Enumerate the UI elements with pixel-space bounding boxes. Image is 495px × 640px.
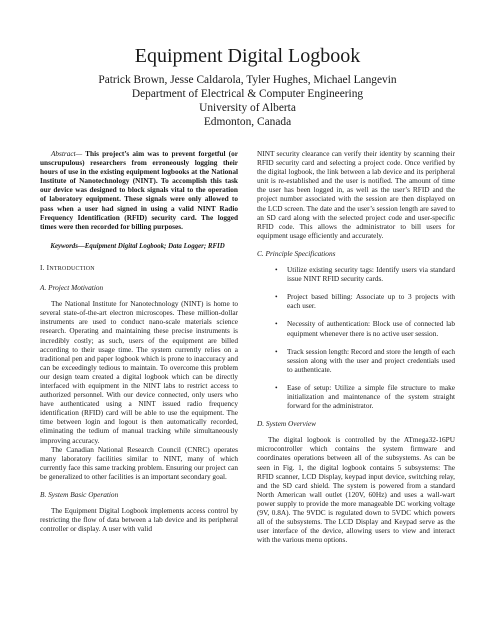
subsection-title-specifications: C. Principle Specifications [257, 248, 336, 258]
list-item-text: Necessity of authentication: Block use of connected lab equipment whenever there is no active user session. [287, 319, 455, 338]
abstract-text: This project’s aim was to prevent forgetful (or unscrupulous) researchers from erroneously logging their hours of use in the existing equipment logbooks at the National Institute of Nanotechnology (NINT). To accomplish this task our device was designed to block signals vital to the operation of laboratory equipment. These signals were only allowed to pass when a user had signed in using a valid NINT Radio Frequency Identification (RFID) security card. The logged times were then recorded for billing purposes. [40, 149, 238, 231]
department: Department of Electrical & Computer Engineering [131, 88, 364, 100]
list-item [257, 319, 455, 337]
location: Edmonton, Canada [203, 116, 292, 128]
paragraph-basic-operation-1: The Equipment Digital Logbook implements access control by restricting the flow of data between a lab device and its peripheral controller or display. A user with valid [40, 506, 238, 534]
list-item [257, 265, 455, 283]
paper-title: Equipment Digital Logbook [134, 45, 361, 67]
abstract-label: Abstract— [50, 149, 83, 158]
list-item [257, 383, 455, 410]
paragraph-basic-operation-continued: NINT security clearance can verify their identity by scanning their RFID security card and selecting a project code. Once verified by the digital logbook, the link between a lab device and its peripheral unit is re-established and the user is notified. The amount of time the user has been logged in, as well as the user’s RFID and the project number associated with the session are then displayed on the LCD screen. The date and the user’s session length are saved to an SD card along with the selected project code and user-specific RFID code. This allows the administrator to bill users for equipment usage efficiently and accurately. [257, 149, 455, 240]
list-item [257, 347, 455, 374]
list-item [257, 292, 455, 310]
right-column [257, 149, 455, 544]
bullet-icon: • [275, 265, 278, 275]
list-item-text: Project based billing: Associate up to 3 projects with each user. [287, 292, 455, 311]
section-heading-first: I. I [40, 262, 50, 272]
bullet-icon: • [275, 292, 278, 302]
specification-list [257, 265, 455, 410]
two-column-body [40, 149, 455, 544]
list-item-text: Utilize existing security tags: Identify users via standard issue NINT RFID security cards. [287, 265, 455, 284]
list-item-text: Ease of setup: Utilize a simple file structure to make initialization and maintenance of the system straight forward for the administrator. [287, 382, 455, 411]
left-column [40, 149, 238, 544]
bullet-icon: • [275, 346, 278, 356]
section-heading-introduction [40, 263, 238, 274]
paragraph-motivation-1: The National Institute for Nanotechnology (NINT) is home to several state-of-the-art electron microscopes. These million-dollar instruments are used to conduct nano-scale materials science research. Operating and maintaining these precise instruments is incredibly costly; as such, users of the equipment are billed according to their usage time. The system currently relies on a traditional pen and paper logbook which is prone to inaccuracy and can be exceedingly tedious to maintain. To overcome this problem our design team created a digital logbook which can be directly interfaced with equipment in the NINT labs to restrict access to authorized personnel. With our device connected, only users who have authenticated using a NINT issued radio frequency identification (RFID) card will be able to use the equipment. The time between login and logout is then automatically recorded, eliminating the tedium of manual tracking while simultaneously improving accuracy. [40, 299, 238, 445]
subsection-title-motivation: A. Project Motivation [40, 283, 104, 293]
subsection-title-basic-operation: B. System Basic Operation [40, 490, 119, 499]
abstract [40, 149, 238, 231]
paragraph-system-overview: The digital logbook is controlled by the ATmega32-16PU microcontroller which contains the system firmware and coordinates operations between all of the subsystems. As can be seen in Fig. 1, the digital logbook contains 5 subsystems: The RFID scanner, LCD Display, keypad input device, switching relay, and the SD card shield. The system is powered from a standard North American wall outlet (120V, 60Hz) and uses a wall-wart power supply to provide the more manageable DC working voltage (9V, 0.8A). The 9VDC is regulated down to 5VDC which powers all of the subsystems. The LCD Display and Keypad serve as the user interface of the device, allowing users to view and interact with the various menu options. [257, 435, 455, 545]
subsection-title-system-overview: D. System Overview [257, 419, 316, 429]
university: University of Alberta [199, 102, 296, 114]
author-list: Patrick Brown, Jesse Caldarola, Tyler Hughes, Michael Langevin [98, 74, 397, 86]
list-item-text: Track session length: Record and store the length of each session along with the user and project credentials used to authenticate. [287, 346, 455, 374]
section-heading-rest: NTRODUCTION [49, 265, 95, 272]
bullet-icon: • [275, 382, 278, 392]
paragraph-motivation-2: The Canadian National Research Council (CNRC) operates many laboratory facilities similar to NINT, many of which currently face this same tracking problem. Ensuring our project can be generalized to other facilities is an important secondary goal. [40, 444, 238, 481]
keywords: Keywords—Equipment Digital Logbook; Data Logger; RFID [50, 242, 225, 250]
bullet-icon: • [275, 319, 278, 329]
